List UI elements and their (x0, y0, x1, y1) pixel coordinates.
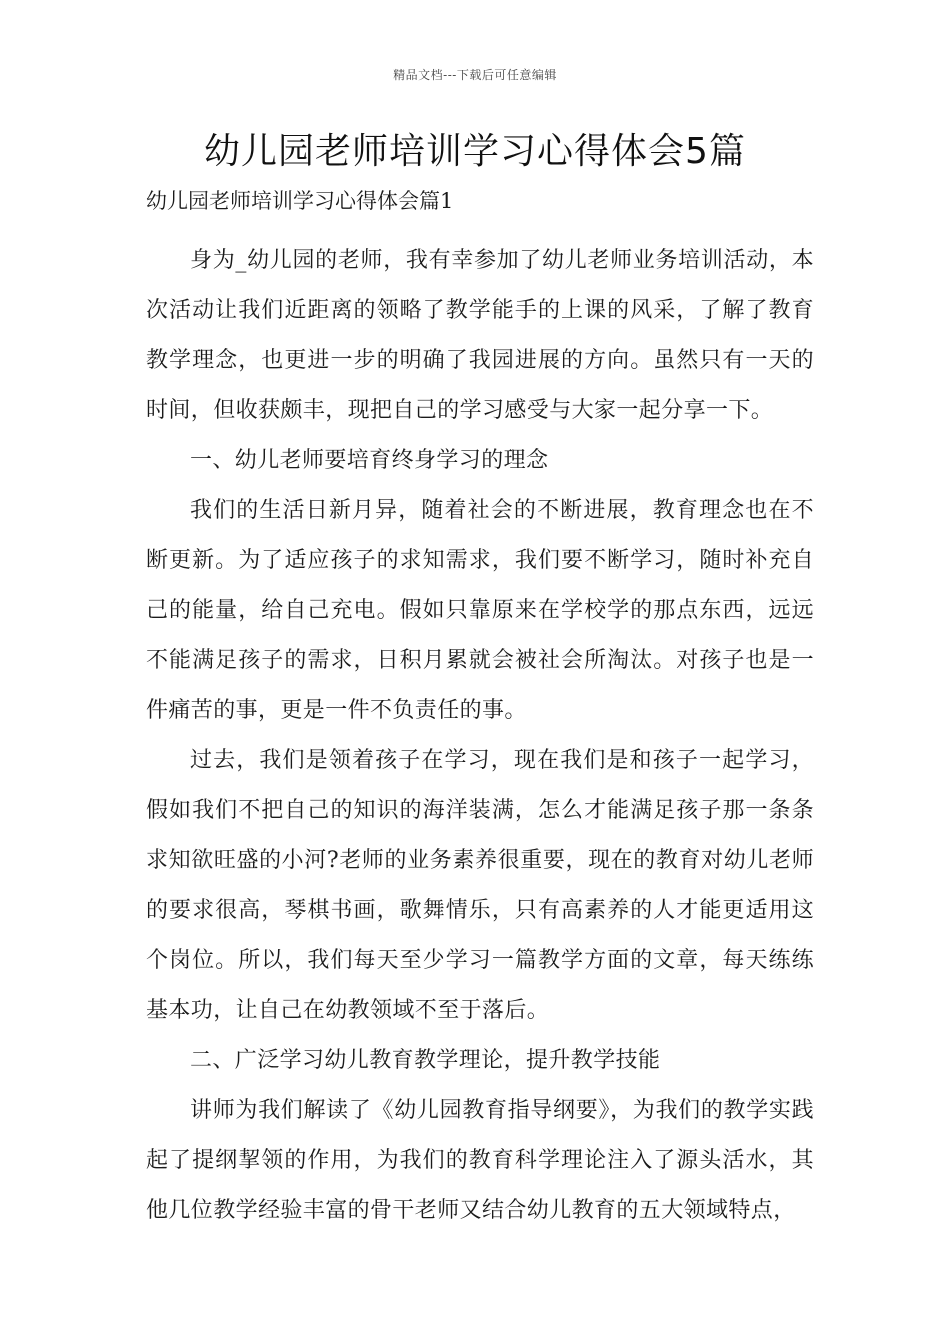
paragraph-lifelong-learning: 我们的生活日新月异，随着社会的不断进展，教育理念也在不断更新。为了适应孩子的求知需求，我们要不断学习，随时补充自己的能量，给自己充电。假如只靠原来在学校学的那点东西，远远不能满足孩子的需求，日积月累就会被社会所淘汰。对孩子也是一件痛苦的事，更是一件不负责任的事。 (146, 498, 814, 723)
paragraph-heading-1: 一、幼儿老师要培育终身学习的理念 (190, 448, 549, 473)
paragraph-learning-together: 过去，我们是领着孩子在学习，现在我们是和孩子一起学习，假如我们不把自己的知识的海洋装满，怎么才能满足孩子那一条条求知欲旺盛的小河?老师的业务素养很重要，现在的教育对幼儿老师的要求很高，琴棋书画，歌舞情乐，只有高素养的人才能更适用这个岗位。所以，我们每天至少学习一篇教学方面的文章，每天练练基本功，让自己在幼教领域不至于落后。 (146, 748, 814, 1023)
paragraph-guideline: 讲师为我们解读了《幼儿园教育指导纲要》，为我们的教学实践起了提纲挈领的作用，为我们的教育科学理论注入了源头活水，其他几位教学经验丰富的骨干老师又结合幼儿教育的五大领域特点， (146, 1098, 814, 1223)
document-title: 幼儿园老师培训学习心得体会5篇 (204, 131, 746, 172)
document-subtitle: 幼儿园老师培训学习心得体会篇1 (146, 189, 454, 213)
paragraph-intro: 身为_幼儿园的老师，我有幸参加了幼儿老师业务培训活动，本次活动让我们近距离的领略了教学能手的上课的风采，了解了教育教学理念，也更进一步的明确了我园进展的方向。虽然只有一天的时间，但收获颇丰，现把自己的学习感受与大家一起分享一下。 (146, 248, 814, 423)
document-body (146, 236, 814, 1236)
paragraph-heading-2: 二、广泛学习幼儿教育教学理论，提升教学技能 (190, 1048, 661, 1073)
header-watermark: 精品文档---下载后可任意编辑 (393, 68, 557, 82)
